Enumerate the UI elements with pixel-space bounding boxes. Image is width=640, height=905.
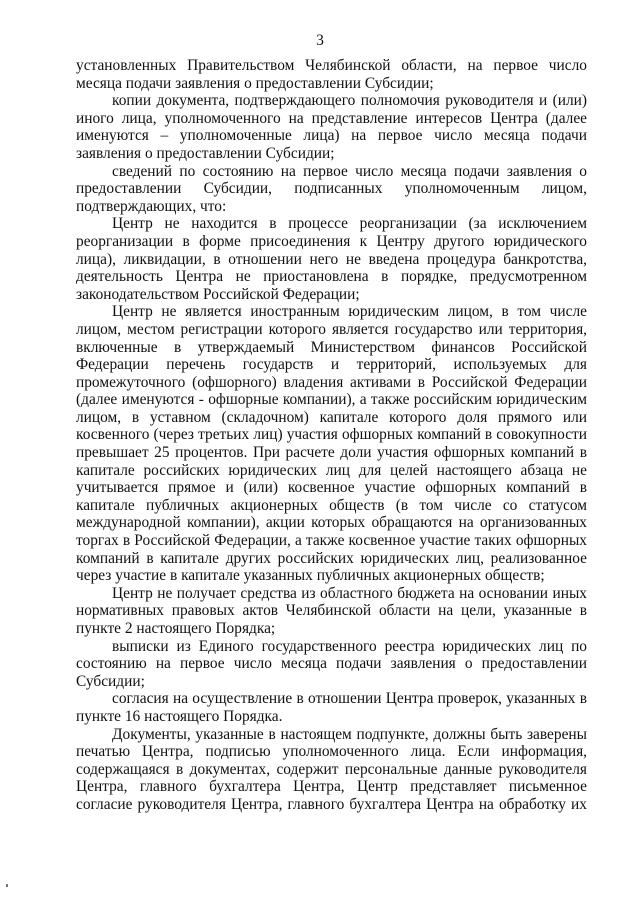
page-number: 3 <box>316 32 324 49</box>
paragraph: выписки из Единого государственного реестра юридических лиц по состоянию на первое число месяца подачи заявления о предоставлении Субсидии; <box>76 637 587 690</box>
paragraph: Центр не получает средства из областного бюджета на основании иных нормативных правовых актов Челябинской области на цели, указанные в пункте 2 настоящего Порядка; <box>76 584 587 637</box>
scan-artifact <box>6 884 8 887</box>
paragraph: сведений по состоянию на первое число месяца подачи заявления о предоставлении Субсидии, подписанных уполномоченным лицом, подтверждающих, что: <box>76 162 587 215</box>
paragraph: согласия на осуществление в отношении Центра проверок, указанных в пункте 16 настоящего Порядка. <box>76 690 587 725</box>
paragraph: установленных Правительством Челябинской области, на первое число месяца подачи заявления о предоставлении Субсидии; <box>76 57 587 92</box>
document-body <box>76 57 587 814</box>
paragraph: копии документа, подтверждающего полномочия руководителя и (или) иного лица, уполномоченного на представление интересов Центра (далее именуются – уполномоченные лица) на первое число месяца подачи заявления о предоставлении Субсидии; <box>76 92 587 162</box>
paragraph: Документы, указанные в настоящем подпункте, должны быть заверены печатью Центра, подписью уполномоченного лица. Если информация, содержащаяся в документах, содержит персональные данные руководителя Центра, главного бухгалтера Центра, Центр представляет письменное согласие руководителя Центра, главного бухгалтера Центра на обработку их <box>76 725 587 813</box>
paragraph: Центр не находится в процессе реорганизации (за исключением реорганизации в форме присоединения к Центру другого юридического лица), ликвидации, в отношении него не введена процедура банкротства, деятельность Центра не приостановлена в порядке, предусмотренном законодательством Российской Федерации; <box>76 215 587 303</box>
paragraph: Центр не является иностранным юридическим лицом, в том числе лицом, местом регистрации которого является государство или территория, включенные в утверждаемый Министерством финансов Российской Федерации перечень государств и территорий, используемых для промежуточного (офшорного) владения активами в Российской Федерации (далее именуются - офшорные компании), а также российским юридическим лицом, в уставном (складочном) капитале которого доля прямого или косвенного (через третьих лиц) участия офшорных компаний в совокупности превышает 25 процентов. При расчете доли участия офшорных компаний в капитале российских юридических лиц для целей настоящего абзаца не учитывается прямое и (или) косвенное участие офшорных компаний в капитале публичных акционерных обществ (в том числе со статусом международной компании), акции которых обращаются на организованных торгах в Российской Федерации, а также косвенное участие таких офшорных компаний в капитале других российских юридических лиц, реализованное через участие в капитале указанных публичных акционерных обществ; <box>76 303 587 585</box>
